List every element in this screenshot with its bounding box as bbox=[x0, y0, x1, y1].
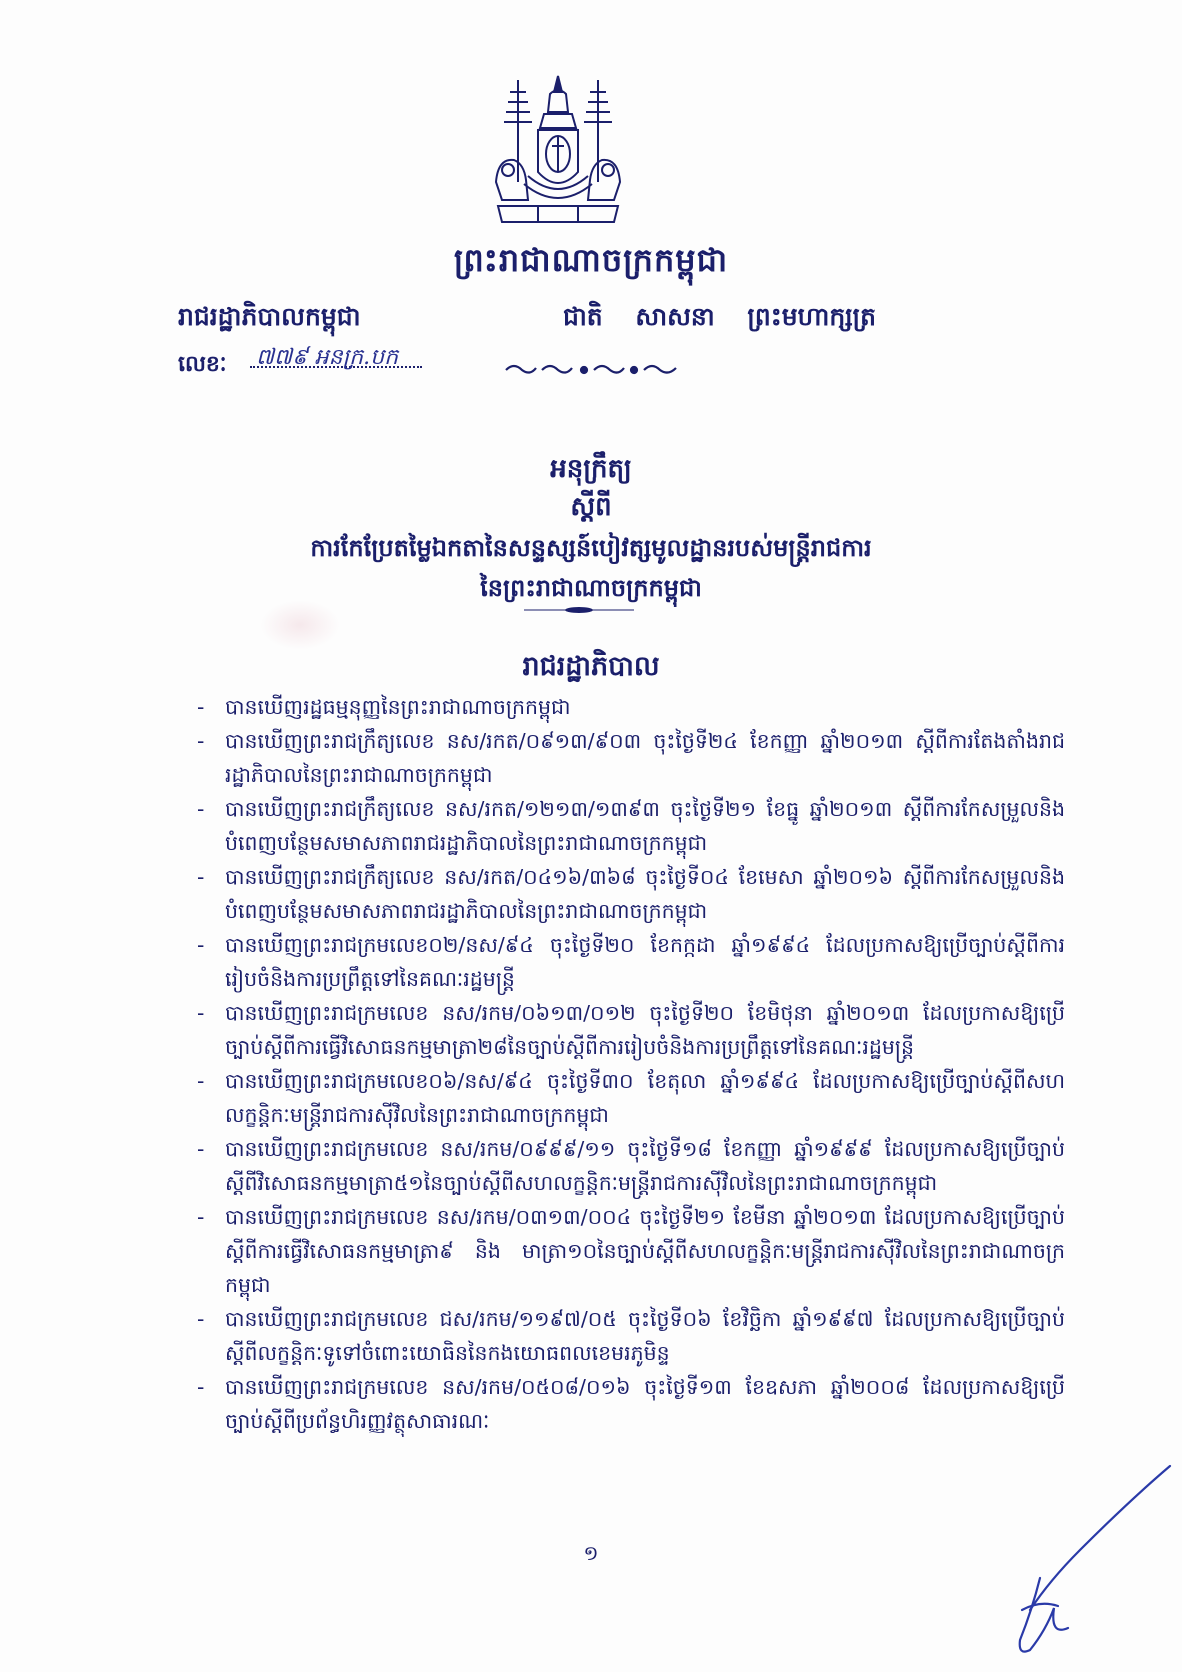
list-item: - បានឃើញព្រះរាជក្រមលេខ នស/រកម/០៦១៣/០១២ ចុះថ្ងៃទី២០ ខែមិថុនា ឆ្នាំ២០១៣ ដែលប្រកាសឱ្យប្រើច្បាប់ស្តីពីការធ្វើវិសោធនកម្មមាត្រា២៨នៃច្បាប់ស្តីពីការរៀបចំនិងការប្រព្រឹត្តទៅនៃគណៈរដ្ឋមន្ត្រី bbox=[197, 1001, 1065, 1059]
national-motto: ជាតិ សាសនា ព្រះមហាក្សត្រ bbox=[563, 302, 876, 331]
document-subject-line-2: នៃព្រះរាជាណាចក្រកម្ពុជា bbox=[480, 574, 702, 602]
list-item: - បានឃើញព្រះរាជក្រឹត្យលេខ នស/រកត/០៤១៦/៣៦៨ ចុះថ្ងៃទី០៤ ខែមេសា ឆ្នាំ២០១៦ ស្តីពីការកែសម្រួលនិងបំពេញបន្ថែមសមាសភាពរាជរដ្ឋាភិបាលនៃព្រះរាជាណាចក្រកម្ពុជា bbox=[197, 865, 1065, 923]
kingdom-title: ព្រះរាជាណាចក្រកម្ពុជា bbox=[453, 241, 729, 279]
reference-number: ៧៧៩ អនក្រ.បក bbox=[256, 345, 399, 370]
signature-mark-icon bbox=[1010, 1460, 1180, 1670]
list-item: - បានឃើញព្រះរាជក្រឹត្យលេខ នស/រកត/០៩១៣/៩០៣ ចុះថ្ងៃទី២៤ ខែកញ្ញា ឆ្នាំ២០១៣ ស្តីពីការតែងតាំងរាជរដ្ឋាភិបាលនៃព្រះរាជាណាចក្រកម្ពុជា bbox=[197, 729, 1065, 787]
list-item: - បានឃើញព្រះរាជក្រមលេខ០៦/នស/៩៤ ចុះថ្ងៃទី៣០ ខែតុលា ឆ្នាំ១៩៩៤ ដែលប្រកាសឱ្យប្រើច្បាប់ស្តីពីសហលក្ខន្តិកៈមន្ត្រីរាជការស៊ីវិលនៃព្រះរាជាណាចក្រកម្ពុជា bbox=[197, 1069, 1065, 1127]
government-name: រាជរដ្ឋាភិបាលកម្ពុជា bbox=[178, 302, 361, 331]
list-item: - បានឃើញព្រះរាជក្រឹត្យលេខ នស/រកត/១២១៣/១៣៩៣ ចុះថ្ងៃទី២១ ខែធ្នូ ឆ្នាំ២០១៣ ស្តីពីការកែសម្រួលនិងបំពេញបន្ថែមសមាសភាពរាជរដ្ឋាភិបាលនៃព្រះរាជាណាចក្រកម្ពុជា bbox=[197, 797, 1065, 855]
document-subject-line-1: ការកែប្រែតម្លៃឯកតានៃសន្ទស្សន៍បៀវត្សមូលដ្ឋានរបស់មន្ត្រីរាជការ bbox=[310, 534, 872, 562]
list-item: - បានឃើញព្រះរាជក្រមលេខ នស/រកម/០៣១៣/០០៤ ចុះថ្ងៃទី២១ ខែមីនា ឆ្នាំ២០១៣ ដែលប្រកាសឱ្យប្រើច្បាប់ស្តីពីការធ្វើវិសោធនកម្មមាត្រា៩ និង មាត្រា១០នៃច្បាប់ស្តីពីសហលក្ខន្តិកៈមន្ត្រីរាជការស៊ីវិលនៃព្រះរាជាណាចក្រកម្ពុជា bbox=[197, 1205, 1065, 1297]
list-item: - បានឃើញព្រះរាជក្រមលេខ ជស/រកម/១១៩៧/០៥ ចុះថ្ងៃទី០៦ ខែវិច្ឆិកា ឆ្នាំ១៩៩៧ ដែលប្រកាសឱ្យប្រើច្បាប់ស្តីពីលក្ខន្តិកៈទូទៅចំពោះយោធិននៃកងយោធពលខេមរភូមិន្ទ bbox=[197, 1307, 1065, 1365]
issuer-heading: រាជរដ្ឋាភិបាល bbox=[522, 651, 660, 682]
document-subject bbox=[0, 528, 1182, 608]
document-type: អនុក្រឹត្យ bbox=[550, 454, 632, 484]
section-divider bbox=[524, 606, 634, 614]
page-number: ១ bbox=[583, 1541, 599, 1565]
list-item: - បានឃើញរដ្ឋធម្មនុញ្ញនៃព្រះរាជាណាចក្រកម្ពុជា bbox=[197, 695, 571, 719]
considerations-list bbox=[195, 690, 1065, 1438]
reference-label: លេខៈ bbox=[178, 352, 227, 377]
document-about: ស្តីពី bbox=[570, 492, 612, 522]
list-item: - បានឃើញព្រះរាជក្រមលេខ០២/នស/៩៤ ចុះថ្ងៃទី២០ ខែកក្កដា ឆ្នាំ១៩៩៤ ដែលប្រកាសឱ្យប្រើច្បាប់ស្តីពីការរៀបចំនិងការប្រព្រឹត្តទៅនៃគណៈរដ្ឋមន្ត្រី bbox=[197, 933, 1065, 991]
motto-ornament-icon bbox=[502, 358, 682, 380]
list-item: - បានឃើញព្រះរាជក្រមលេខ នស/រកម/០៩៩៩/១១ ចុះថ្ងៃទី១៨ ខែកញ្ញា ឆ្នាំ១៩៩៩ ដែលប្រកាសឱ្យប្រើច្បាប់ស្តីពីវិសោធនកម្មមាត្រា៥១នៃច្បាប់ស្តីពីសហលក្ខន្តិកៈមន្ត្រីរាជការស៊ីវិលនៃព្រះរាជាណាចក្រកម្ពុជា bbox=[197, 1137, 1065, 1195]
royal-coat-of-arms-icon bbox=[488, 72, 628, 232]
list-item: - បានឃើញព្រះរាជក្រមលេខ នស/រកម/០៥០៨/០១៦ ចុះថ្ងៃទី១៣ ខែឧសភា ឆ្នាំ២០០៨ ដែលប្រកាសឱ្យប្រើច្បាប់ស្តីពីប្រព័ន្ធហិរញ្ញវត្ថុសាធារណៈ bbox=[197, 1375, 1065, 1433]
faint-stamp-mark bbox=[260, 600, 340, 650]
